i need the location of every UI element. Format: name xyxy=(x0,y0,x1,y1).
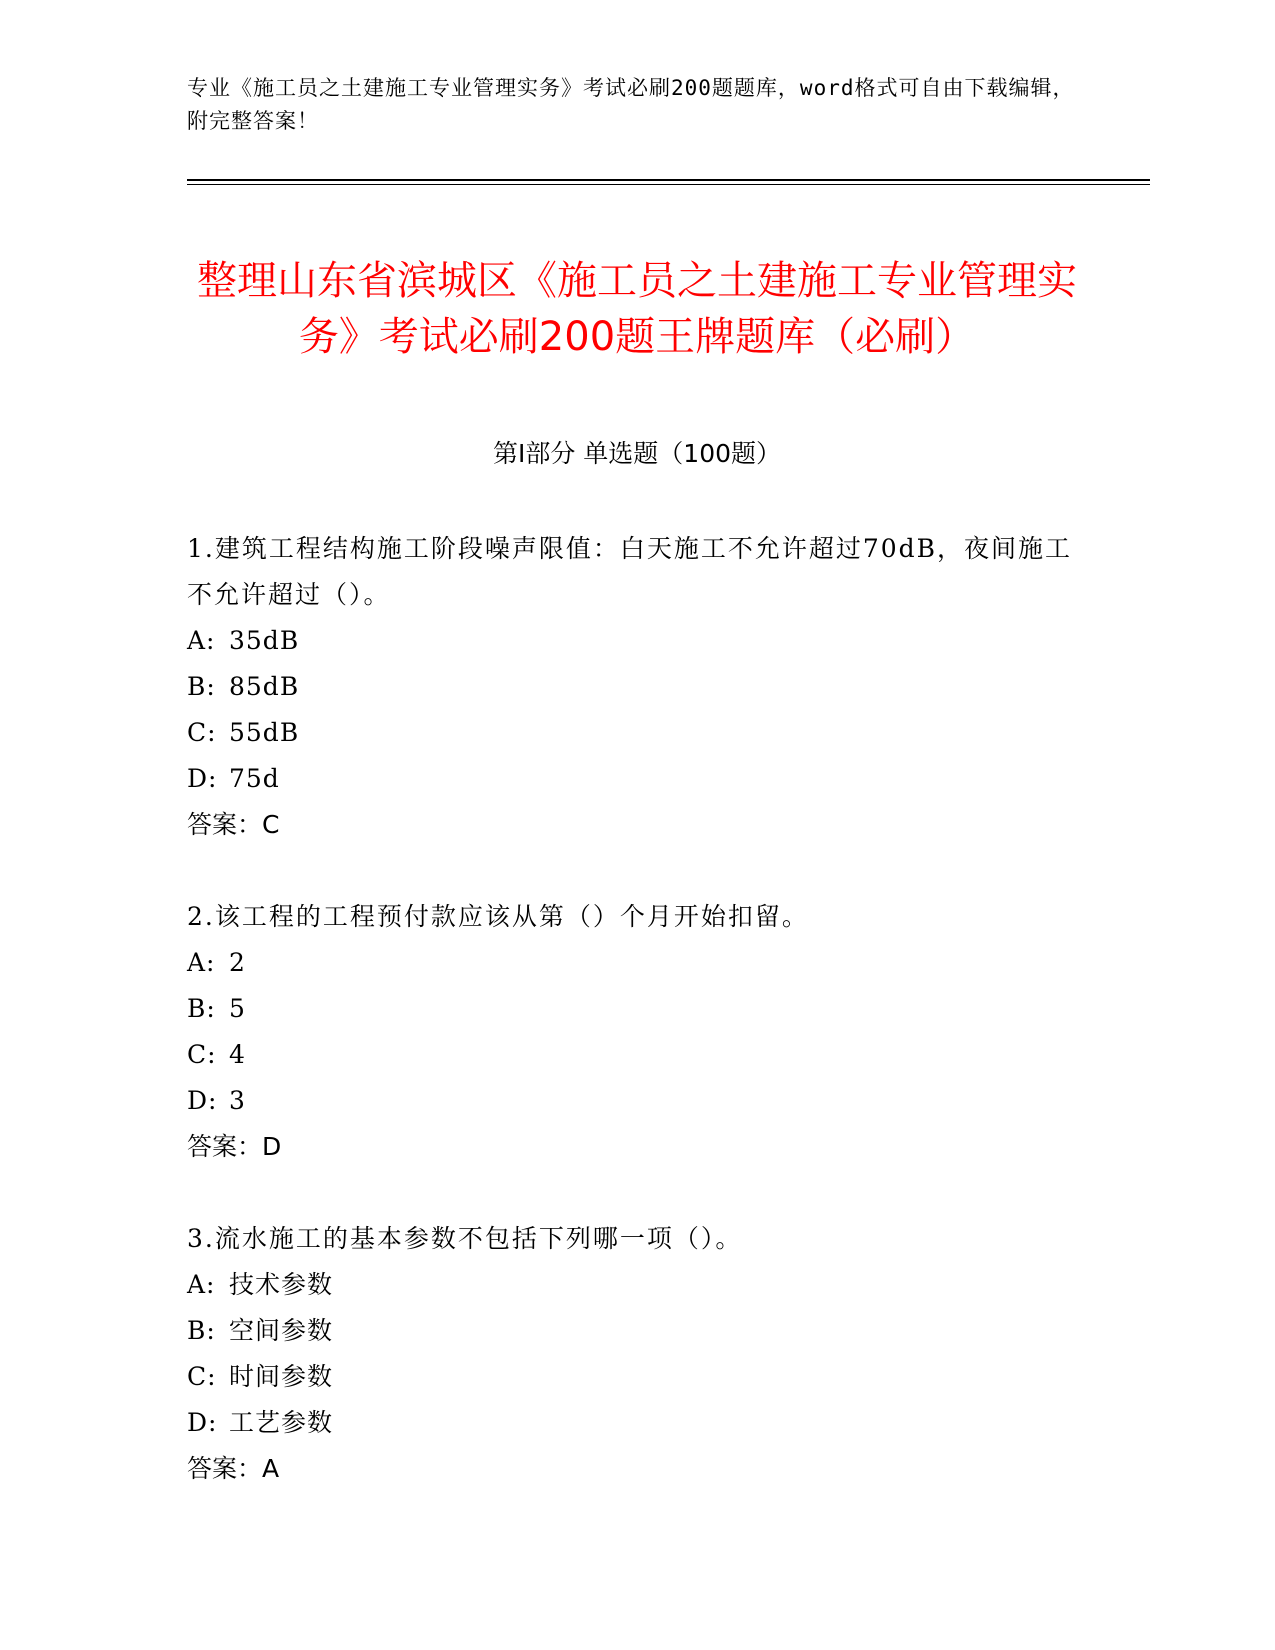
option-text: 4 xyxy=(229,1040,246,1069)
question-stem: 3.流水施工的基本参数不包括下列哪一项（）。 xyxy=(187,1224,743,1253)
option-a xyxy=(187,1262,1087,1308)
option-a xyxy=(187,618,1087,664)
option-text: 时间参数 xyxy=(229,1362,334,1391)
option-text: 55dB xyxy=(229,718,300,747)
option-d xyxy=(187,756,1087,802)
question-list xyxy=(187,526,1087,1538)
option-key: D: xyxy=(187,1408,218,1437)
option-key: A: xyxy=(187,1270,216,1299)
option-key: A: xyxy=(187,626,216,655)
question-3 xyxy=(187,1216,1087,1492)
question-1 xyxy=(187,526,1087,848)
option-key: B: xyxy=(187,1316,216,1345)
option-key: D: xyxy=(187,1086,218,1115)
option-c xyxy=(187,710,1087,756)
option-text: 工艺参数 xyxy=(229,1408,334,1437)
option-text: 5 xyxy=(229,994,246,1023)
answer: 答案：D xyxy=(187,1132,282,1161)
option-a xyxy=(187,940,1087,986)
option-text: 空间参数 xyxy=(229,1316,334,1345)
option-key: B: xyxy=(187,994,216,1023)
option-key: B: xyxy=(187,672,216,701)
option-c xyxy=(187,1354,1087,1400)
option-b xyxy=(187,664,1087,710)
option-b xyxy=(187,986,1087,1032)
question-stem: 1.建筑工程结构施工阶段噪声限值：白天施工不允许超过70dB，夜间施工不允许超过（）。 xyxy=(187,534,1073,609)
option-text: 技术参数 xyxy=(229,1270,334,1299)
option-key: C: xyxy=(187,718,217,747)
header-note: 专业《施工员之土建施工专业管理实务》考试必刷200题题库，word格式可自由下载编辑，附完整答案！ xyxy=(187,76,1075,133)
option-text: 3 xyxy=(229,1086,246,1115)
option-d xyxy=(187,1078,1087,1124)
option-key: A: xyxy=(187,948,216,977)
answer: 答案：C xyxy=(187,810,280,839)
option-key: C: xyxy=(187,1040,217,1069)
document-title: 整理山东省滨城区《施工员之土建施工专业管理实务》考试必刷200题王牌题库（必刷） xyxy=(197,257,1077,360)
option-key: C: xyxy=(187,1362,217,1391)
option-key: D: xyxy=(187,764,218,793)
header-rule-thick xyxy=(187,179,1150,181)
option-text: 85dB xyxy=(229,672,300,701)
section-heading: 第I部分 单选题（100题） xyxy=(492,439,782,468)
option-text: 75d xyxy=(229,764,280,793)
option-d xyxy=(187,1400,1087,1446)
question-stem: 2.该工程的工程预付款应该从第（）个月开始扣留。 xyxy=(187,902,809,931)
option-text: 2 xyxy=(229,948,246,977)
answer: 答案：A xyxy=(187,1454,280,1483)
option-c xyxy=(187,1032,1087,1078)
option-b xyxy=(187,1308,1087,1354)
question-2 xyxy=(187,894,1087,1170)
option-text: 35dB xyxy=(229,626,300,655)
header-rule-thin xyxy=(187,184,1150,185)
